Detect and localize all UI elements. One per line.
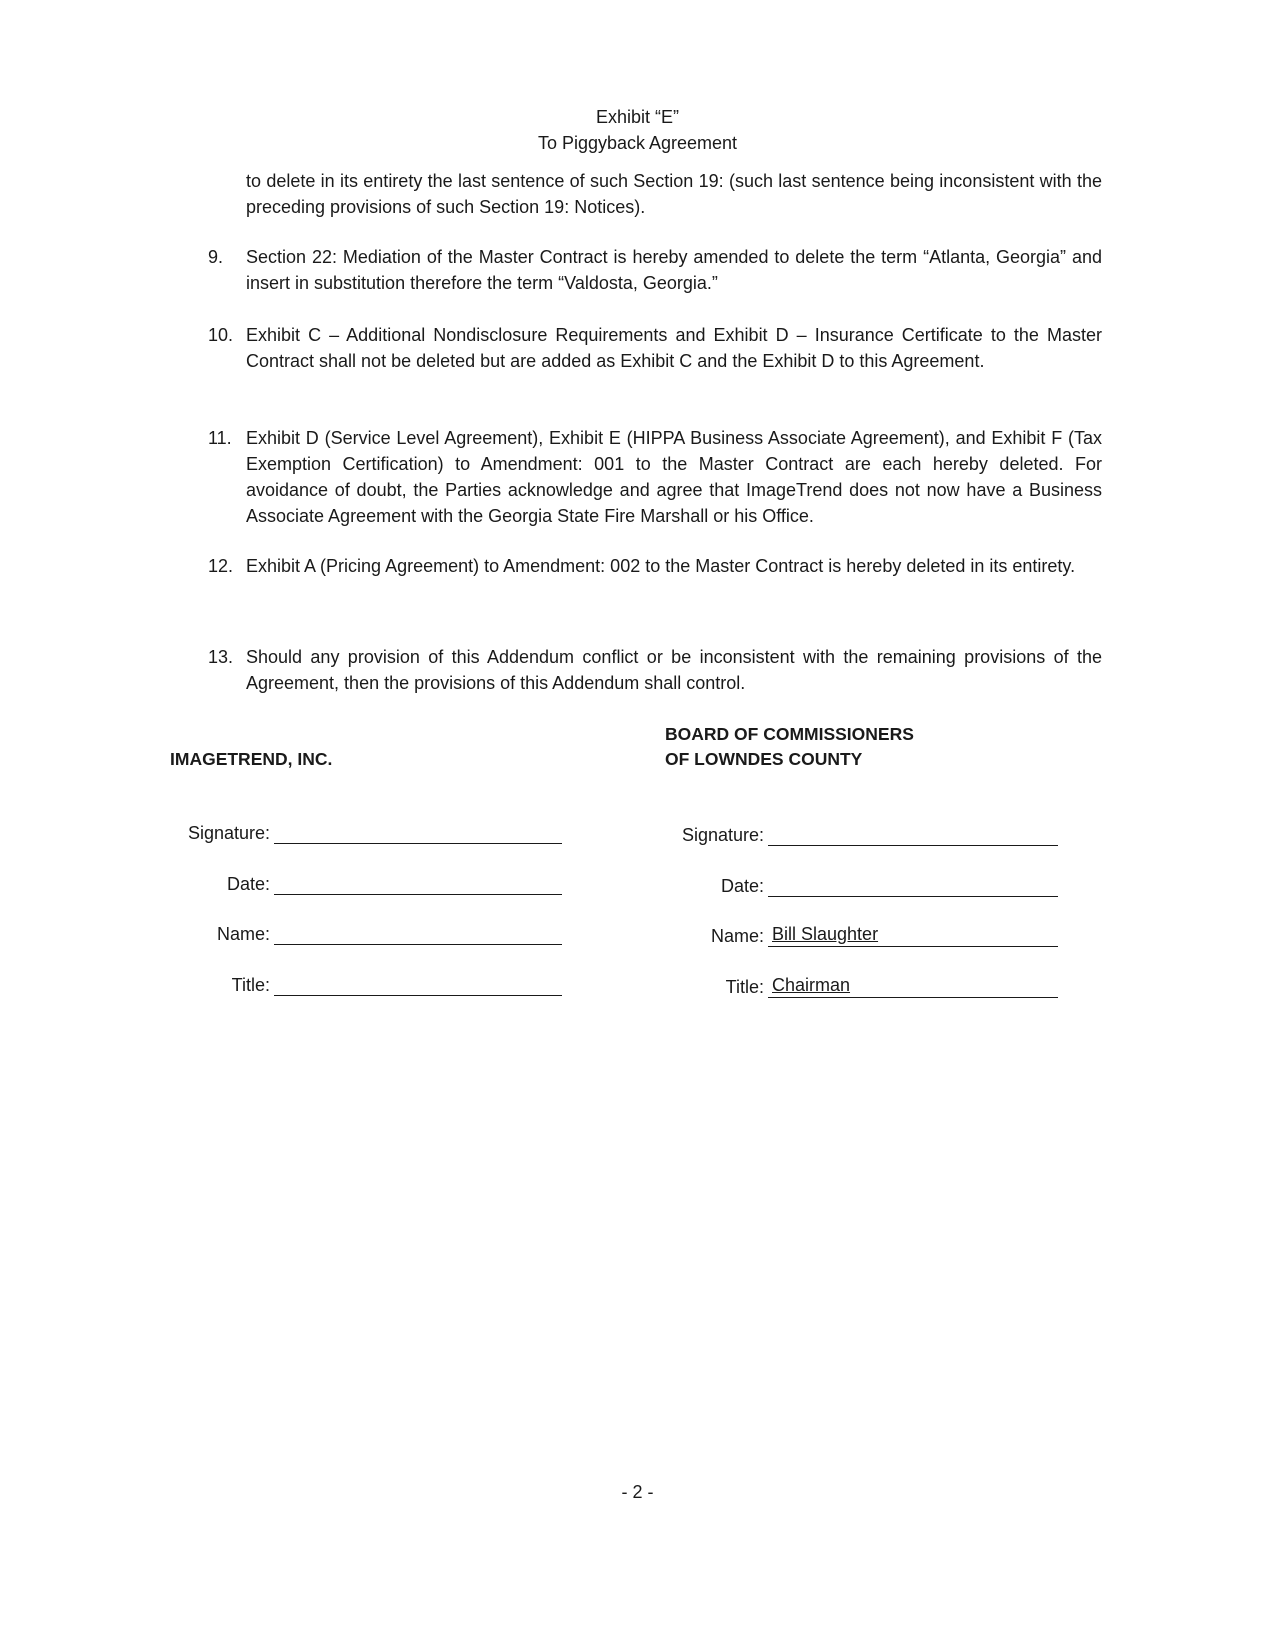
right-name-field <box>768 921 1058 947</box>
item-number: 9. <box>208 247 224 267</box>
item-text: Exhibit C – Additional Nondisclosure Requirements and Exhibit D – Insurance Certificate to the Master Contract shall not be deleted but are added as Exhibit C and the Exhibit D to this Agreement. <box>246 325 1102 371</box>
intro-paragraph: to delete in its entirety the last sentence of such Section 19: (such last sentence being inconsistent with the preceding provisions of such Section 19: Notices). <box>246 171 1102 217</box>
left-title-field <box>274 970 562 996</box>
item-text: Should any provision of this Addendum conflict or be inconsistent with the remaining provisions of the Agreement, then the provisions of this Addendum shall control. <box>246 647 1102 693</box>
title-label: Title: <box>231 975 270 995</box>
left-date-field <box>274 869 562 895</box>
signature-label: Signature: <box>187 823 270 843</box>
right-name-value: Bill Slaughter <box>772 924 879 944</box>
item-number: 11. <box>208 428 232 448</box>
page-number: - 2 - <box>621 1482 654 1502</box>
right-date-field <box>768 871 1058 897</box>
item-number: 10. <box>208 325 234 345</box>
name-label: Name: <box>216 924 270 944</box>
item-text: Exhibit A (Pricing Agreement) to Amendment: 002 to the Master Contract is hereby deleted in its entirety. <box>246 556 1076 576</box>
left-name-field <box>274 919 562 945</box>
date-label: Date: <box>720 876 764 896</box>
item-text: Section 22: Mediation of the Master Contract is hereby amended to delete the term “Atlanta, Georgia” and insert in substitution therefore the term “Valdosta, Georgia.” <box>246 247 1102 293</box>
right-signature-field <box>768 820 1058 846</box>
item-number: 13. <box>208 647 234 667</box>
right-title-value: Chairman <box>772 975 851 995</box>
exhibit-title: Exhibit “E” <box>595 107 680 127</box>
party-board-line1: BOARD OF COMMISSIONERS <box>665 724 914 744</box>
left-signature-field <box>274 818 562 844</box>
date-label: Date: <box>226 874 270 894</box>
title-label: Title: <box>725 977 764 997</box>
right-title-field <box>768 972 1058 998</box>
party-imagetrend: IMAGETREND, INC. <box>170 749 333 769</box>
party-board-line2: OF LOWNDES COUNTY <box>665 749 863 769</box>
item-text: Exhibit D (Service Level Agreement), Exhibit E (HIPPA Business Associate Agreement), and Exhibit F (Tax Exemption Certification) to Amendment: 001 to the Master Contract are each hereby deleted. For avoidance of doubt, the Parties acknowledge and agree that ImageTrend does not now have a Business Associate Agreement with the Georgia State Fire Marshall or his Office. <box>246 428 1102 526</box>
exhibit-subtitle: To Piggyback Agreement <box>537 133 738 153</box>
item-number: 12. <box>208 556 234 576</box>
signature-label: Signature: <box>681 825 764 845</box>
name-label: Name: <box>710 926 764 946</box>
